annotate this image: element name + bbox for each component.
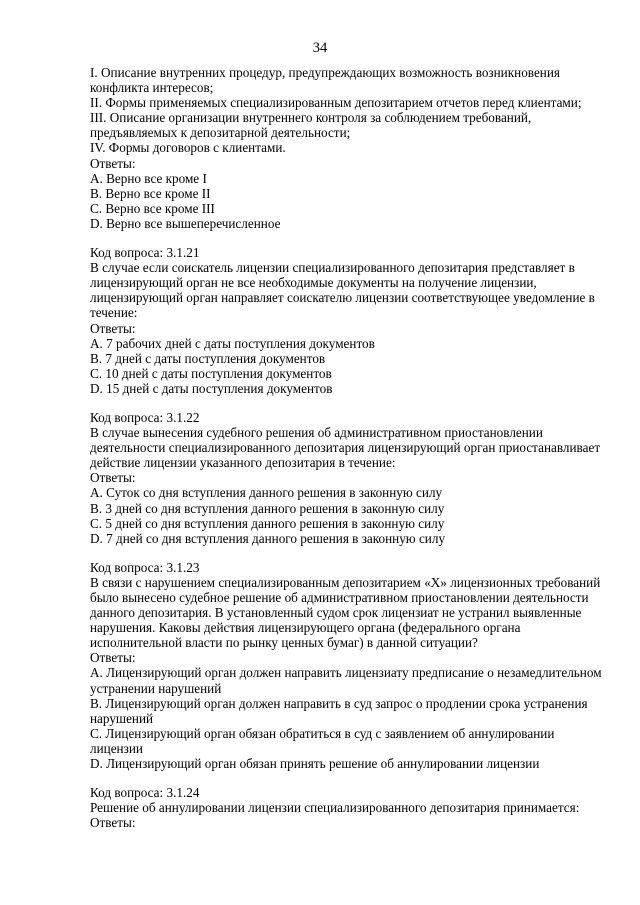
question-text-line: В случае вынесения судебного решения об административном приостановлении bbox=[90, 425, 543, 441]
page-content bbox=[90, 65, 602, 831]
question-text-line: Решение об аннулировании лицензии специализированного депозитария принимается: bbox=[90, 800, 580, 816]
block-gap bbox=[90, 546, 590, 560]
answer-option: A. 7 рабочих дней с даты поступления документов bbox=[90, 335, 375, 351]
question-code: Код вопроса: 3.1.23 bbox=[90, 559, 200, 575]
question-text-line: исполнительной власти по рынку ценных бумаг) в данной ситуации? bbox=[90, 635, 478, 651]
question-text-line: течение: bbox=[90, 305, 138, 321]
question-text-line: действие лицензии указанного депозитария в течение: bbox=[90, 455, 396, 471]
block-gap bbox=[90, 771, 590, 785]
answer-option: нарушений bbox=[90, 710, 154, 726]
statement-line: III. Описание организации внутреннего контроля за соблюдением требований, bbox=[90, 110, 532, 126]
answer-option: C. 10 дней с даты поступления документов bbox=[90, 365, 332, 381]
question-text-line: лицензирующий орган направляет соискателю лицензии соответствующее уведомление в bbox=[90, 290, 595, 306]
question-text-line: В связи с нарушением специализированным депозитарием «Х» лицензионных требований bbox=[90, 574, 601, 590]
statement-line: I. Описание внутренних процедур, предупреждающих возможность возникновения bbox=[90, 65, 560, 80]
answer-option: D. 15 дней с даты поступления документов bbox=[90, 380, 333, 396]
answers-label: Ответы: bbox=[90, 650, 136, 666]
block-gap bbox=[90, 396, 590, 410]
question-block bbox=[90, 559, 602, 772]
answer-option: B. Верно все кроме II bbox=[90, 185, 211, 201]
question-block bbox=[90, 245, 595, 396]
statement-line: II. Формы применяемых специализированным депозитарием отчетов перед клиентами; bbox=[90, 95, 582, 111]
answer-option: A. Верно все кроме I bbox=[90, 170, 207, 186]
question-block bbox=[90, 409, 601, 546]
question-text-line: лицензирующий орган не все необходимые документы на получение лицензии, bbox=[90, 275, 537, 291]
answer-option: B. 7 дней с даты поступления документов bbox=[90, 350, 326, 366]
answers-label: Ответы: bbox=[90, 320, 136, 336]
answer-option: C. Лицензирующий орган обязан обратиться в суд с заявлением об аннулировании bbox=[90, 725, 555, 741]
question-text-line: данного депозитария. В установленный судом срок лицензиат не устранил выявленные bbox=[90, 605, 582, 621]
answer-option: устранении нарушений bbox=[90, 680, 222, 696]
answers-label: Ответы: bbox=[90, 470, 136, 486]
question-text-line: нарушения. Каковы действия лицензирующего органа (федерального органа bbox=[90, 620, 521, 636]
question-code: Код вопроса: 3.1.22 bbox=[90, 409, 200, 425]
answer-option: D. 7 дней со дня вступления данного решения в законную силу bbox=[90, 530, 446, 546]
answer-option: D. Верно все вышеперечисленное bbox=[90, 215, 281, 231]
question-block bbox=[90, 785, 590, 830]
answer-option: D. Лицензирующий орган обязан принять решение об аннулировании лицензии bbox=[90, 756, 540, 772]
statement-line: предъявляемых к депозитарной деятельности; bbox=[90, 125, 351, 141]
statement-line: IV. Формы договоров с клиентами. bbox=[90, 140, 286, 156]
answers-label: Ответы: bbox=[90, 155, 136, 171]
question-code: Код вопроса: 3.1.21 bbox=[90, 245, 200, 261]
question-text-line: было вынесено судебное решение об административном приостановлении деятельности bbox=[90, 590, 589, 605]
answer-option: C. 5 дней со дня вступления данного решения в законную силу bbox=[90, 515, 445, 531]
question-text-line: деятельности специализированного депозитария лицензирующий орган приостанавливает bbox=[90, 440, 601, 456]
page-number: 34 bbox=[312, 40, 328, 56]
question-continuation bbox=[90, 65, 590, 231]
answer-option: B. Лицензирующий орган должен направить в суд запрос о продлении срока устранения bbox=[90, 695, 588, 711]
block-gap bbox=[90, 231, 590, 245]
question-code: Код вопроса: 3.1.24 bbox=[90, 785, 200, 801]
answers-label: Ответы: bbox=[90, 815, 136, 831]
answer-option: A. Суток со дня вступления данного решения в законную силу bbox=[90, 485, 443, 501]
answer-option: B. 3 дней со дня вступления данного решения в законную силу bbox=[90, 500, 445, 516]
question-text-line: В случае если соискатель лицензии специализированного депозитария представляет в bbox=[90, 260, 575, 276]
statement-line: конфликта интересов; bbox=[90, 80, 214, 96]
answer-option: C. Верно все кроме III bbox=[90, 200, 215, 216]
answer-option: A. Лицензирующий орган должен направить лицензиату предписание о незамедлительном bbox=[90, 665, 602, 681]
answer-option: лицензии bbox=[90, 740, 143, 756]
